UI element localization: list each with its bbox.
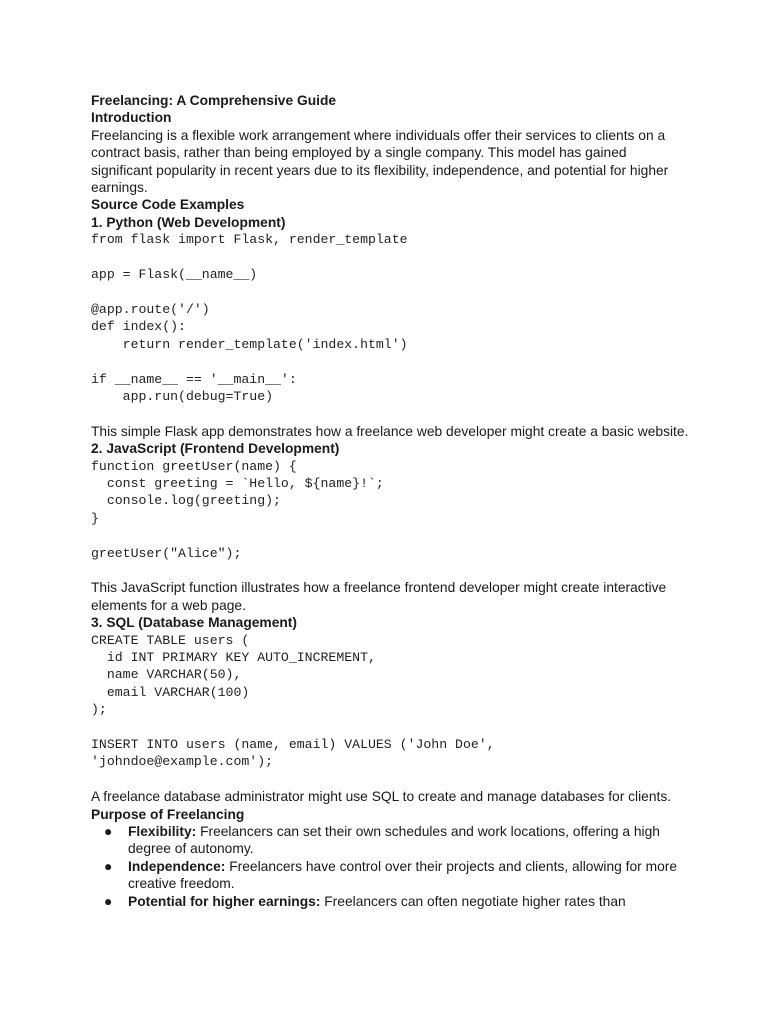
bullet-icon: ● [104, 824, 113, 840]
code-line: def index(): [91, 319, 186, 335]
bullet-text: Freelancers can often negotiate higher rates than [320, 893, 626, 909]
source-code-heading: Source Code Examples [91, 197, 245, 213]
code-line: return render_template('index.html') [91, 336, 408, 352]
bullet-term: Independence: [128, 858, 226, 874]
sql-example-heading: 3. SQL (Database Management) [91, 615, 297, 631]
list-item [91, 893, 691, 910]
list-item [91, 823, 691, 858]
purpose-list [91, 823, 691, 910]
code-line: console.log(greeting); [91, 493, 281, 509]
python-example-heading: 1. Python (Web Development) [91, 214, 286, 230]
python-example-note: This simple Flask app demonstrates how a freelance web developer might create a basic website. [91, 423, 689, 439]
code-line: 'johndoe@example.com'); [91, 754, 274, 770]
document-title: Freelancing: A Comprehensive Guide [91, 93, 337, 108]
code-line [91, 353, 691, 370]
code-line: CREATE TABLE users ( [91, 632, 250, 648]
intro-heading: Introduction [91, 110, 172, 126]
code-line [91, 283, 691, 300]
code-line [91, 249, 691, 266]
code-line: ); [91, 702, 107, 718]
javascript-example-note: This JavaScript function illustrates how a freelance frontend developer might create interactive elements for a web page. [91, 580, 667, 613]
code-line [91, 719, 691, 736]
code-line: } [91, 510, 99, 526]
spacer [91, 771, 691, 788]
sql-example-note: A freelance database administrator might use SQL to create and manage databases for clients. [91, 789, 672, 805]
document-page [91, 92, 691, 910]
list-item [91, 858, 691, 893]
python-code-block [91, 231, 691, 405]
code-line [91, 527, 691, 544]
code-line: app = Flask(__name__) [91, 267, 258, 283]
intro-paragraph: Freelancing is a flexible work arrangement where individuals offer their services to clients on a contract basis, rather than being employed by a single company. This model has gained significant popularity in recent years due to its flexibility, independence, and potential for higher earnings. [91, 127, 669, 196]
code-line: const greeting = `Hello, ${name}!`; [91, 475, 384, 491]
code-line: id INT PRIMARY KEY AUTO_INCREMENT, [91, 649, 376, 665]
code-line: @app.route('/') [91, 301, 210, 317]
javascript-code-block [91, 458, 691, 562]
code-line: name VARCHAR(50), [91, 667, 242, 683]
sql-code-block [91, 632, 691, 771]
bullet-icon: ● [104, 893, 113, 909]
code-line: app.run(debug=True) [91, 388, 274, 404]
bullet-term: Flexibility: [128, 824, 197, 840]
code-line: from flask import Flask, render_template [91, 232, 408, 248]
code-line: if __name__ == '__main__': [91, 371, 297, 387]
bullet-text: Freelancers have control over their projects and clients, allowing for more creative freedom. [128, 858, 678, 892]
code-line: function greetUser(name) { [91, 458, 297, 474]
javascript-example-heading: 2. JavaScript (Frontend Development) [91, 441, 340, 457]
spacer [91, 562, 691, 579]
code-line: greetUser("Alice"); [91, 545, 242, 561]
bullet-term: Potential for higher earnings: [128, 893, 321, 909]
code-line: email VARCHAR(100) [91, 684, 250, 700]
bullet-icon: ● [104, 858, 113, 874]
purpose-heading: Purpose of Freelancing [91, 806, 245, 822]
spacer [91, 405, 691, 422]
bullet-text: Freelancers can set their own schedules and work locations, offering a high degree of autonomy. [128, 824, 660, 857]
code-line: INSERT INTO users (name, email) VALUES ('John Doe', [91, 737, 495, 752]
